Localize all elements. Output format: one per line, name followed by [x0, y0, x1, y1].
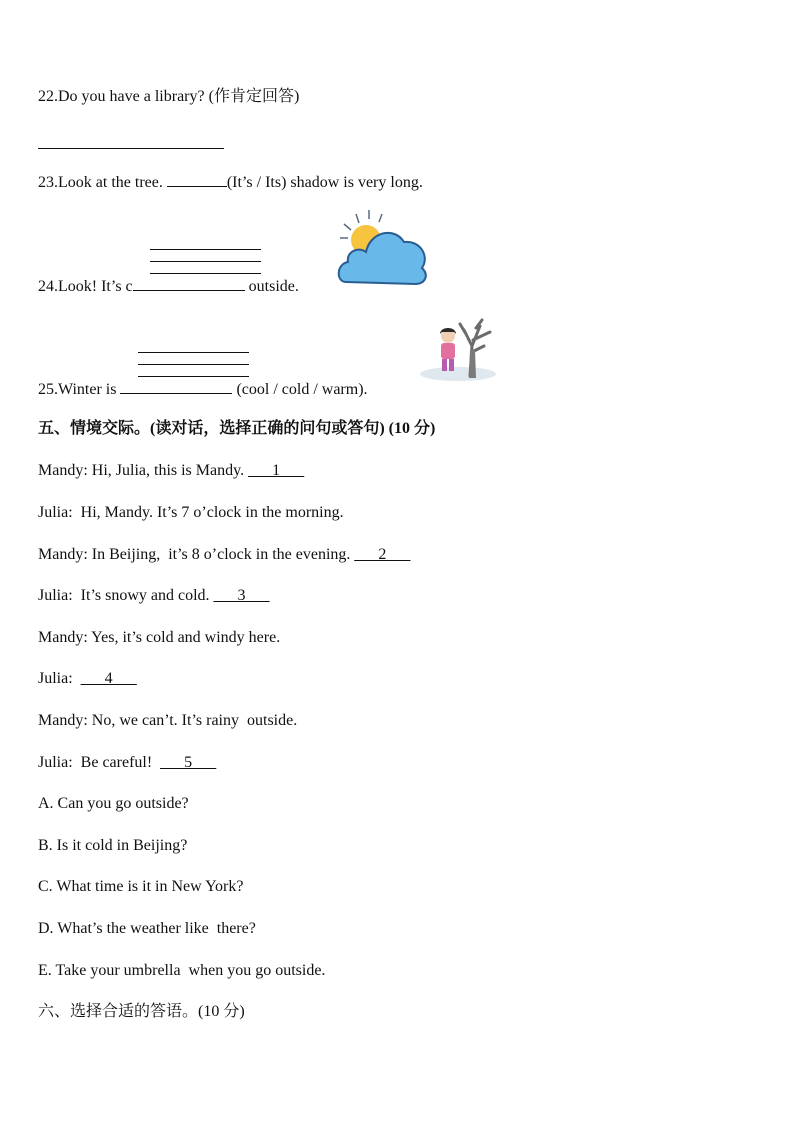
dialogue-line	[38, 586, 270, 606]
question-25-suffix: (cool / cold / warm).	[232, 381, 368, 398]
writing-line	[150, 261, 261, 262]
dialogue-blank-1[interactable]: ___1___	[248, 462, 305, 479]
question-22: 22.Do you have a library? (作肯定回答)	[38, 88, 300, 105]
dialogue-line	[38, 628, 280, 648]
dialogue-text: Mandy: Yes, it’s cold and windy here.	[38, 629, 281, 646]
writing-line	[138, 364, 249, 365]
dialogue-text: Julia: Be careful!	[38, 754, 161, 771]
dialogue-blank-2[interactable]: ___2___	[354, 546, 411, 563]
question-24-prefix: 24.Look! It’s c	[38, 278, 133, 295]
dialogue-line	[38, 669, 137, 689]
option-b: B. Is it cold in Beijing?	[38, 837, 188, 854]
answer-blank-23[interactable]	[167, 170, 227, 187]
dialogue-line	[38, 461, 304, 481]
girl-by-bare-tree-icon	[420, 316, 500, 382]
question-24	[38, 274, 299, 297]
dialogue-text: Mandy: No, we can’t. It’s rainy outside.	[38, 712, 298, 729]
question-23-prefix: 23.Look at the tree.	[38, 174, 167, 191]
option-d: D. What’s the weather like there?	[38, 920, 256, 937]
dialogue-line	[38, 503, 344, 523]
answer-blank-24[interactable]	[133, 274, 245, 291]
dialogue-blank-5[interactable]: ___5___	[160, 754, 217, 771]
dialogue-text: Julia: Hi, Mandy. It’s 7 o’clock in the morning.	[38, 504, 344, 521]
dialogue-line	[38, 711, 297, 731]
dialogue-line	[38, 753, 216, 773]
dialogue-text: Julia: It’s snowy and cold.	[38, 587, 214, 604]
question-24-suffix: outside.	[244, 278, 299, 295]
section-6-title: 六、选择合适的答语。(10 分)	[38, 1003, 245, 1020]
section-5-title: 五、情境交际。(读对话，选择正确的问句或答句) (10 分)	[38, 420, 436, 437]
dialogue-line	[38, 545, 410, 565]
option-e: E. Take your umbrella when you go outside.	[38, 962, 326, 979]
dialogue-blank-4[interactable]: ___4___	[80, 670, 137, 687]
dialogue-text: Mandy: Hi, Julia, this is Mandy.	[38, 462, 249, 479]
option-a: A. Can you go outside?	[38, 795, 189, 812]
dialogue-blank-3[interactable]: ___3___	[213, 587, 270, 604]
answer-blank-25[interactable]	[120, 377, 232, 394]
dialogue-text: Julia:	[38, 670, 81, 687]
question-25	[38, 377, 368, 400]
writing-line	[138, 352, 249, 353]
question-23-suffix: (It’s / Its) shadow is very long.	[226, 174, 423, 191]
dialogue-text: Mandy: In Beijing, it’s 8 o’clock in the evening.	[38, 546, 355, 563]
question-23	[38, 170, 423, 193]
question-25-prefix: 25.Winter is	[38, 381, 121, 398]
option-c: C. What time is it in New York?	[38, 878, 244, 895]
sun-behind-cloud-icon	[334, 208, 430, 288]
answer-line-22[interactable]	[38, 148, 224, 149]
writing-line	[150, 249, 261, 250]
